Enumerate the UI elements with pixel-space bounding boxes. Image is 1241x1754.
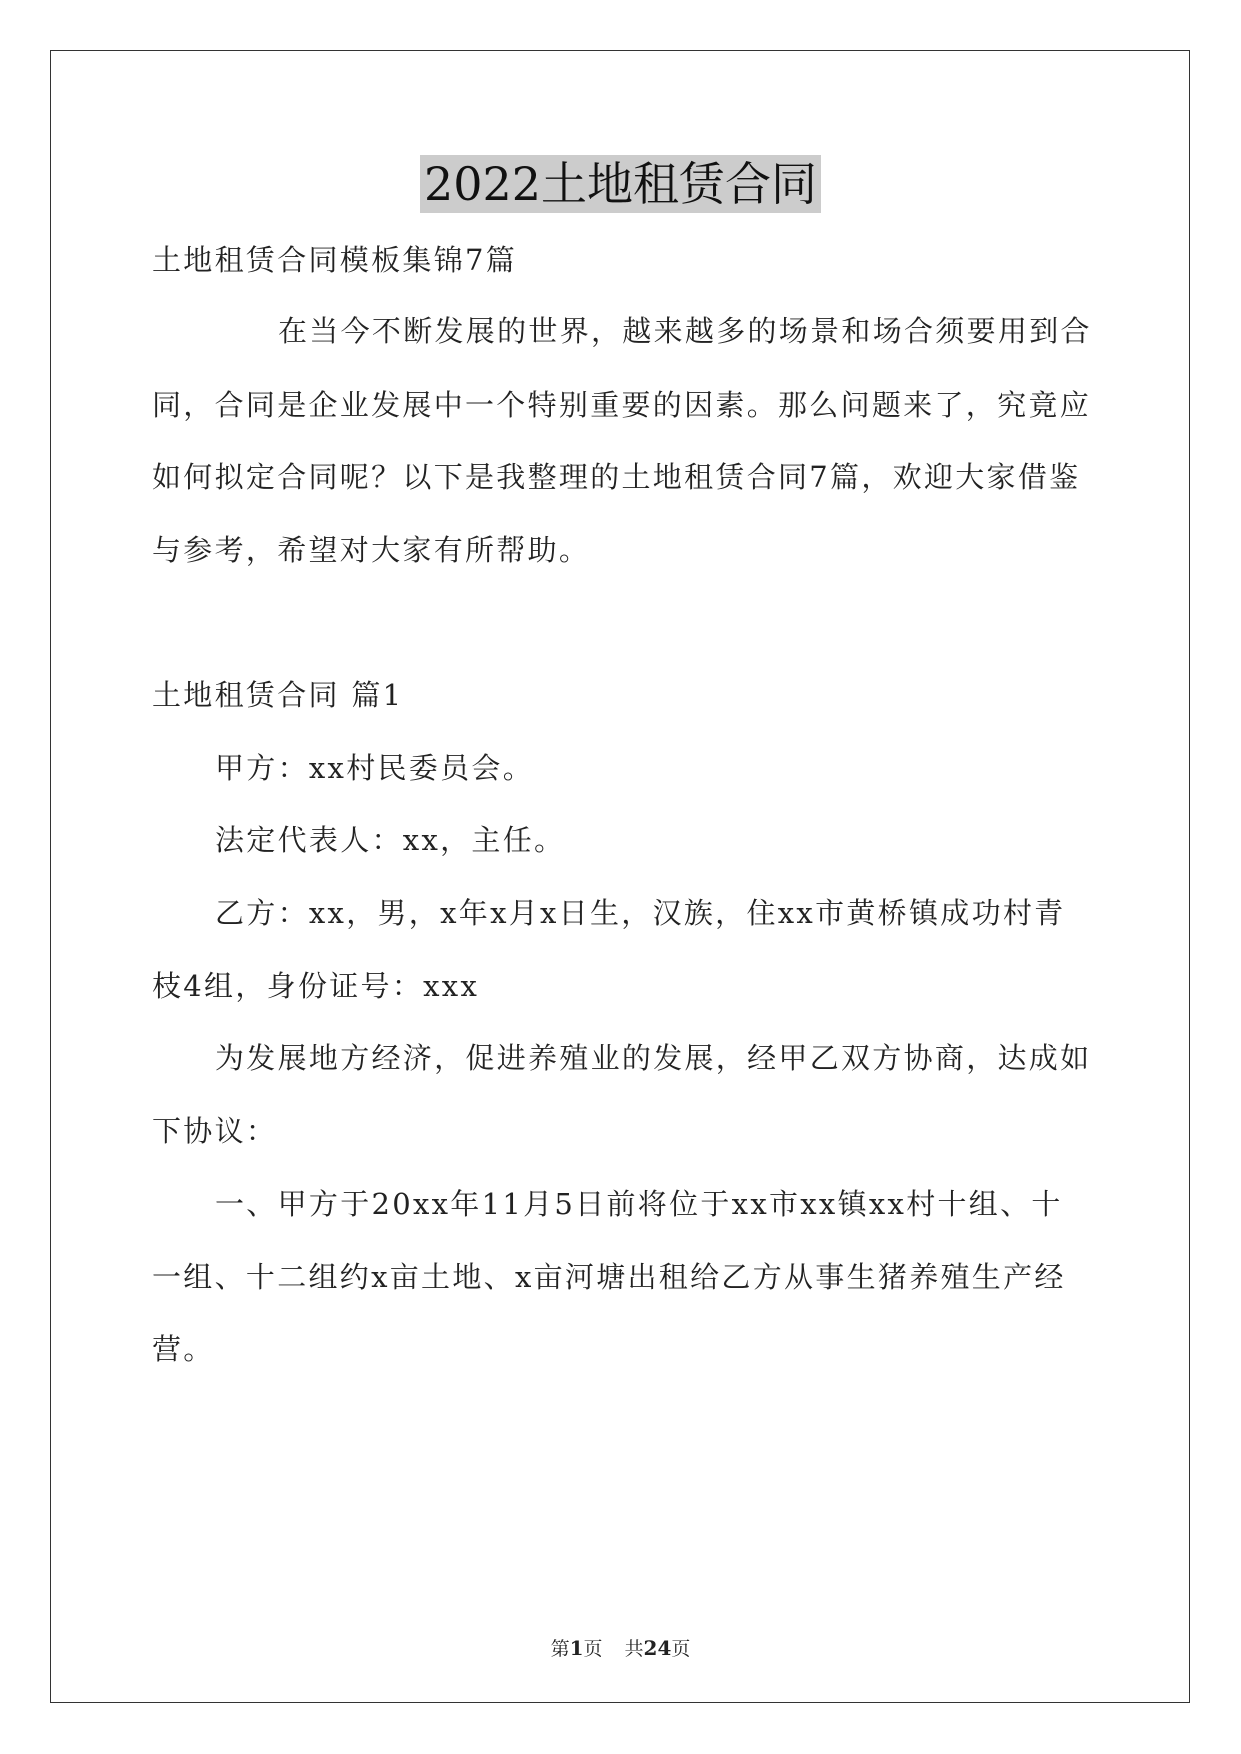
intro-paragraph-line: 如何拟定合同呢？以下是我整理的土地租赁合同7篇，欢迎大家借鉴: [152, 460, 1081, 494]
total-suffix: 页: [671, 1638, 691, 1660]
page-suffix: 页: [583, 1638, 603, 1660]
party-b-line: 乙方：xx，男，x年x月x日生，汉族，住xx市黄桥镇成功村青: [215, 896, 1066, 930]
page-footer: [0, 1634, 1241, 1661]
legal-representative-line: 法定代表人：xx，主任。: [215, 823, 566, 857]
party-a-line: 甲方：xx村民委员会。: [215, 751, 535, 785]
purpose-line: 为发展地方经济，促进养殖业的发展，经甲乙双方协商，达成如: [215, 1041, 1092, 1075]
purpose-line: 下协议：: [152, 1114, 278, 1148]
intro-paragraph-line: 在当今不断发展的世界，越来越多的场景和场合须要用到合: [278, 314, 1092, 348]
document-subtitle: 土地租赁合同模板集锦7篇: [152, 243, 518, 277]
intro-paragraph-line: 同，合同是企业发展中一个特别重要的因素。那么问题来了，究竟应: [152, 388, 1092, 422]
page-number: 1: [569, 1636, 584, 1660]
title-container: [0, 155, 1241, 213]
clause-line: 营。: [152, 1332, 215, 1366]
total-prefix: 共: [624, 1638, 644, 1660]
total-pages: 24: [643, 1636, 672, 1660]
page-border: [50, 50, 1190, 1703]
clause-line: 一、甲方于20xx年11月5日前将位于xx市xx镇xx村十组、十: [215, 1187, 1063, 1221]
party-b-line: 枝4组，身份证号：xxx: [152, 969, 480, 1003]
intro-paragraph-line: 与参考，希望对大家有所帮助。: [152, 533, 591, 567]
page-prefix: 第: [550, 1638, 570, 1660]
document-title: 2022土地租赁合同: [420, 155, 821, 213]
section-heading: 土地租赁合同 篇1: [152, 678, 404, 712]
clause-line: 一组、十二组约x亩土地、x亩河塘出租给乙方从事生猪养殖生产经: [152, 1260, 1066, 1294]
